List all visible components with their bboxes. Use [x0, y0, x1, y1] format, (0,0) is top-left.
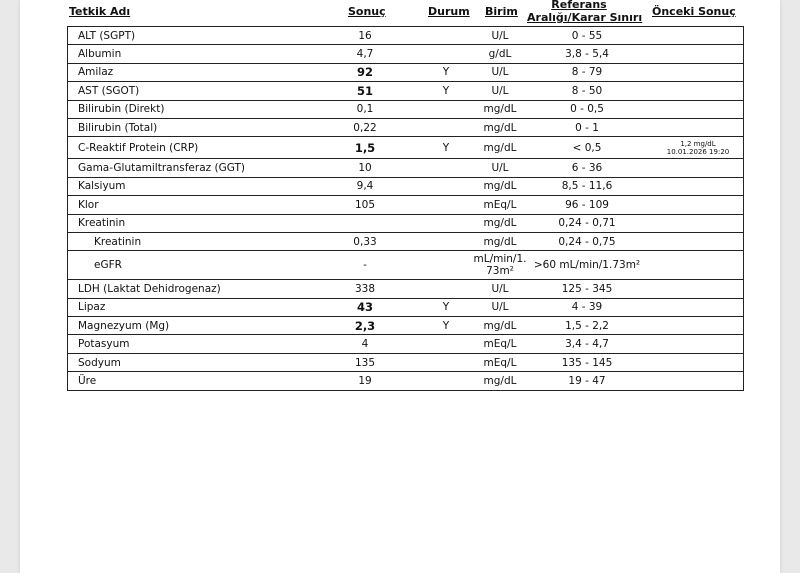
test-reference: 6 - 36	[571, 162, 603, 175]
test-result: 19	[358, 374, 372, 387]
test-previous-result	[651, 137, 745, 158]
table-row	[68, 299, 743, 317]
test-status	[436, 280, 456, 297]
test-reference: 0,24 - 0,75	[558, 235, 616, 248]
table-row	[68, 119, 743, 137]
test-unit: U/L	[491, 29, 509, 42]
test-status	[436, 101, 456, 118]
table-row	[68, 101, 743, 119]
test-name: Albumin	[78, 48, 122, 61]
test-name: Üre	[78, 374, 97, 387]
test-name: AST (SGOT)	[78, 84, 140, 97]
test-unit: U/L	[491, 162, 509, 175]
header-reference	[527, 0, 643, 24]
test-unit: mg/dL	[483, 374, 517, 387]
report-paper	[20, 0, 780, 573]
test-result: 0,1	[356, 103, 374, 116]
table-row	[68, 280, 743, 298]
test-name: LDH (Laktat Dehidrogenaz)	[78, 282, 221, 295]
test-name: Amilaz	[78, 66, 114, 79]
test-unit: mEq/L	[483, 338, 517, 351]
test-reference: 8,5 - 11,6	[561, 180, 613, 193]
test-status	[436, 45, 456, 62]
test-reference: 8 - 50	[571, 84, 603, 97]
table-row	[68, 233, 743, 251]
test-status	[436, 233, 456, 250]
test-unit: U/L	[491, 301, 509, 314]
test-result: 92	[356, 65, 373, 80]
table-row	[68, 251, 743, 280]
test-reference: 1,5 - 2,2	[565, 319, 609, 332]
test-name: eGFR	[94, 259, 122, 272]
test-reference: 8 - 79	[571, 66, 603, 79]
test-reference: 3,8 - 5,4	[565, 48, 609, 61]
test-status: Y	[442, 319, 450, 332]
test-result: 4,7	[356, 48, 374, 61]
header-status: Durum	[428, 5, 470, 18]
header-reference-line1: Referans	[551, 0, 607, 11]
table-row	[68, 178, 743, 196]
test-unit: g/dL	[488, 48, 512, 61]
header-reference-line2: Aralığı/Karar Sınırı	[527, 11, 643, 24]
test-status	[436, 251, 456, 279]
test-status	[436, 335, 456, 352]
table-row	[68, 45, 743, 63]
table-header	[67, 0, 744, 27]
test-name: Lipaz	[78, 301, 106, 314]
test-reference: 3,4 - 4,7	[565, 338, 609, 351]
test-result: 9,4	[356, 180, 374, 193]
test-result: 135	[354, 356, 376, 369]
test-reference: 96 - 109	[565, 198, 609, 211]
previous-date: 10.01.2026 19:20	[666, 147, 730, 156]
test-reference: < 0,5	[572, 141, 602, 154]
test-result	[325, 215, 405, 232]
test-name: ALT (SGPT)	[78, 29, 136, 42]
test-unit: mEq/L	[483, 198, 517, 211]
test-name: Sodyum	[78, 356, 121, 369]
table-row	[68, 137, 743, 159]
test-reference: 0 - 0,5	[570, 103, 604, 116]
test-status: Y	[442, 141, 450, 154]
test-status: Y	[442, 301, 450, 314]
test-name: C-Reaktif Protein (CRP)	[78, 141, 199, 154]
test-name: Kreatinin	[94, 235, 142, 248]
test-result: 105	[354, 198, 376, 211]
test-name: Potasyum	[78, 338, 130, 351]
test-result: 0,22	[353, 121, 377, 134]
test-result: 0,33	[353, 235, 377, 248]
test-unit: U/L	[491, 282, 509, 295]
test-status: Y	[442, 84, 450, 97]
header-test-name: Tetkik Adı	[69, 5, 131, 18]
test-name: Klor	[78, 198, 99, 211]
test-result: 16	[358, 29, 372, 42]
table-row	[68, 27, 743, 45]
test-result: 51	[356, 83, 373, 98]
test-unit: U/L	[491, 84, 509, 97]
test-name: Gama-Glutamiltransferaz (GGT)	[78, 162, 245, 175]
header-previous-result: Önceki Sonuç	[652, 5, 736, 18]
table-row	[68, 82, 743, 100]
test-name: Kalsiyum	[78, 180, 126, 193]
test-name: Kreatinin	[78, 217, 126, 230]
test-name: Bilirubin (Total)	[78, 121, 158, 134]
test-status	[436, 119, 456, 136]
test-unit: mg/dL	[483, 217, 517, 230]
test-result: -	[363, 259, 367, 272]
table-row	[68, 317, 743, 335]
test-status	[436, 178, 456, 195]
header-result: Sonuç	[348, 5, 386, 18]
test-unit: mg/dL	[483, 121, 517, 134]
test-reference: 135 - 145	[561, 356, 613, 369]
test-reference: 125 - 345	[561, 282, 613, 295]
test-status	[436, 215, 456, 232]
test-result: 43	[356, 300, 373, 315]
table-row	[68, 215, 743, 233]
test-reference: >60 mL/min/1.73m²	[533, 259, 641, 272]
table-row	[68, 335, 743, 353]
table-row	[68, 64, 743, 82]
table-row	[68, 372, 743, 390]
test-status	[436, 354, 456, 371]
test-unit: mEq/L	[483, 356, 517, 369]
test-reference: 0,24 - 0,71	[558, 217, 616, 230]
test-name: Magnezyum (Mg)	[78, 319, 170, 332]
test-result: 4	[361, 338, 369, 351]
test-unit: mg/dL	[483, 180, 517, 193]
table-row	[68, 354, 743, 372]
test-name: Bilirubin (Direkt)	[78, 103, 165, 116]
test-status: Y	[442, 66, 450, 79]
test-unit: mg/dL	[483, 235, 517, 248]
table-row	[68, 196, 743, 214]
test-result: 338	[354, 282, 376, 295]
test-reference: 19 - 47	[568, 374, 606, 387]
test-result: 2,3	[354, 318, 376, 333]
test-reference: 4 - 39	[571, 301, 603, 314]
test-reference: 0 - 55	[571, 29, 603, 42]
test-unit: mg/dL	[483, 141, 517, 154]
test-status	[436, 196, 456, 213]
lab-results-table	[67, 0, 744, 391]
test-status	[436, 372, 456, 389]
test-unit: U/L	[491, 66, 509, 79]
table-body	[67, 27, 744, 391]
test-unit: mL/min/1.73m²	[473, 253, 527, 278]
test-reference: 0 - 1	[575, 121, 599, 134]
previous-value: 1,2 mg/dL	[680, 139, 716, 148]
test-unit: mg/dL	[483, 103, 517, 116]
header-unit: Birim	[485, 5, 518, 18]
test-status	[436, 27, 456, 44]
test-status	[436, 159, 456, 176]
test-result: 10	[358, 162, 372, 175]
table-row	[68, 159, 743, 177]
test-unit: mg/dL	[483, 319, 517, 332]
test-result: 1,5	[354, 140, 376, 155]
